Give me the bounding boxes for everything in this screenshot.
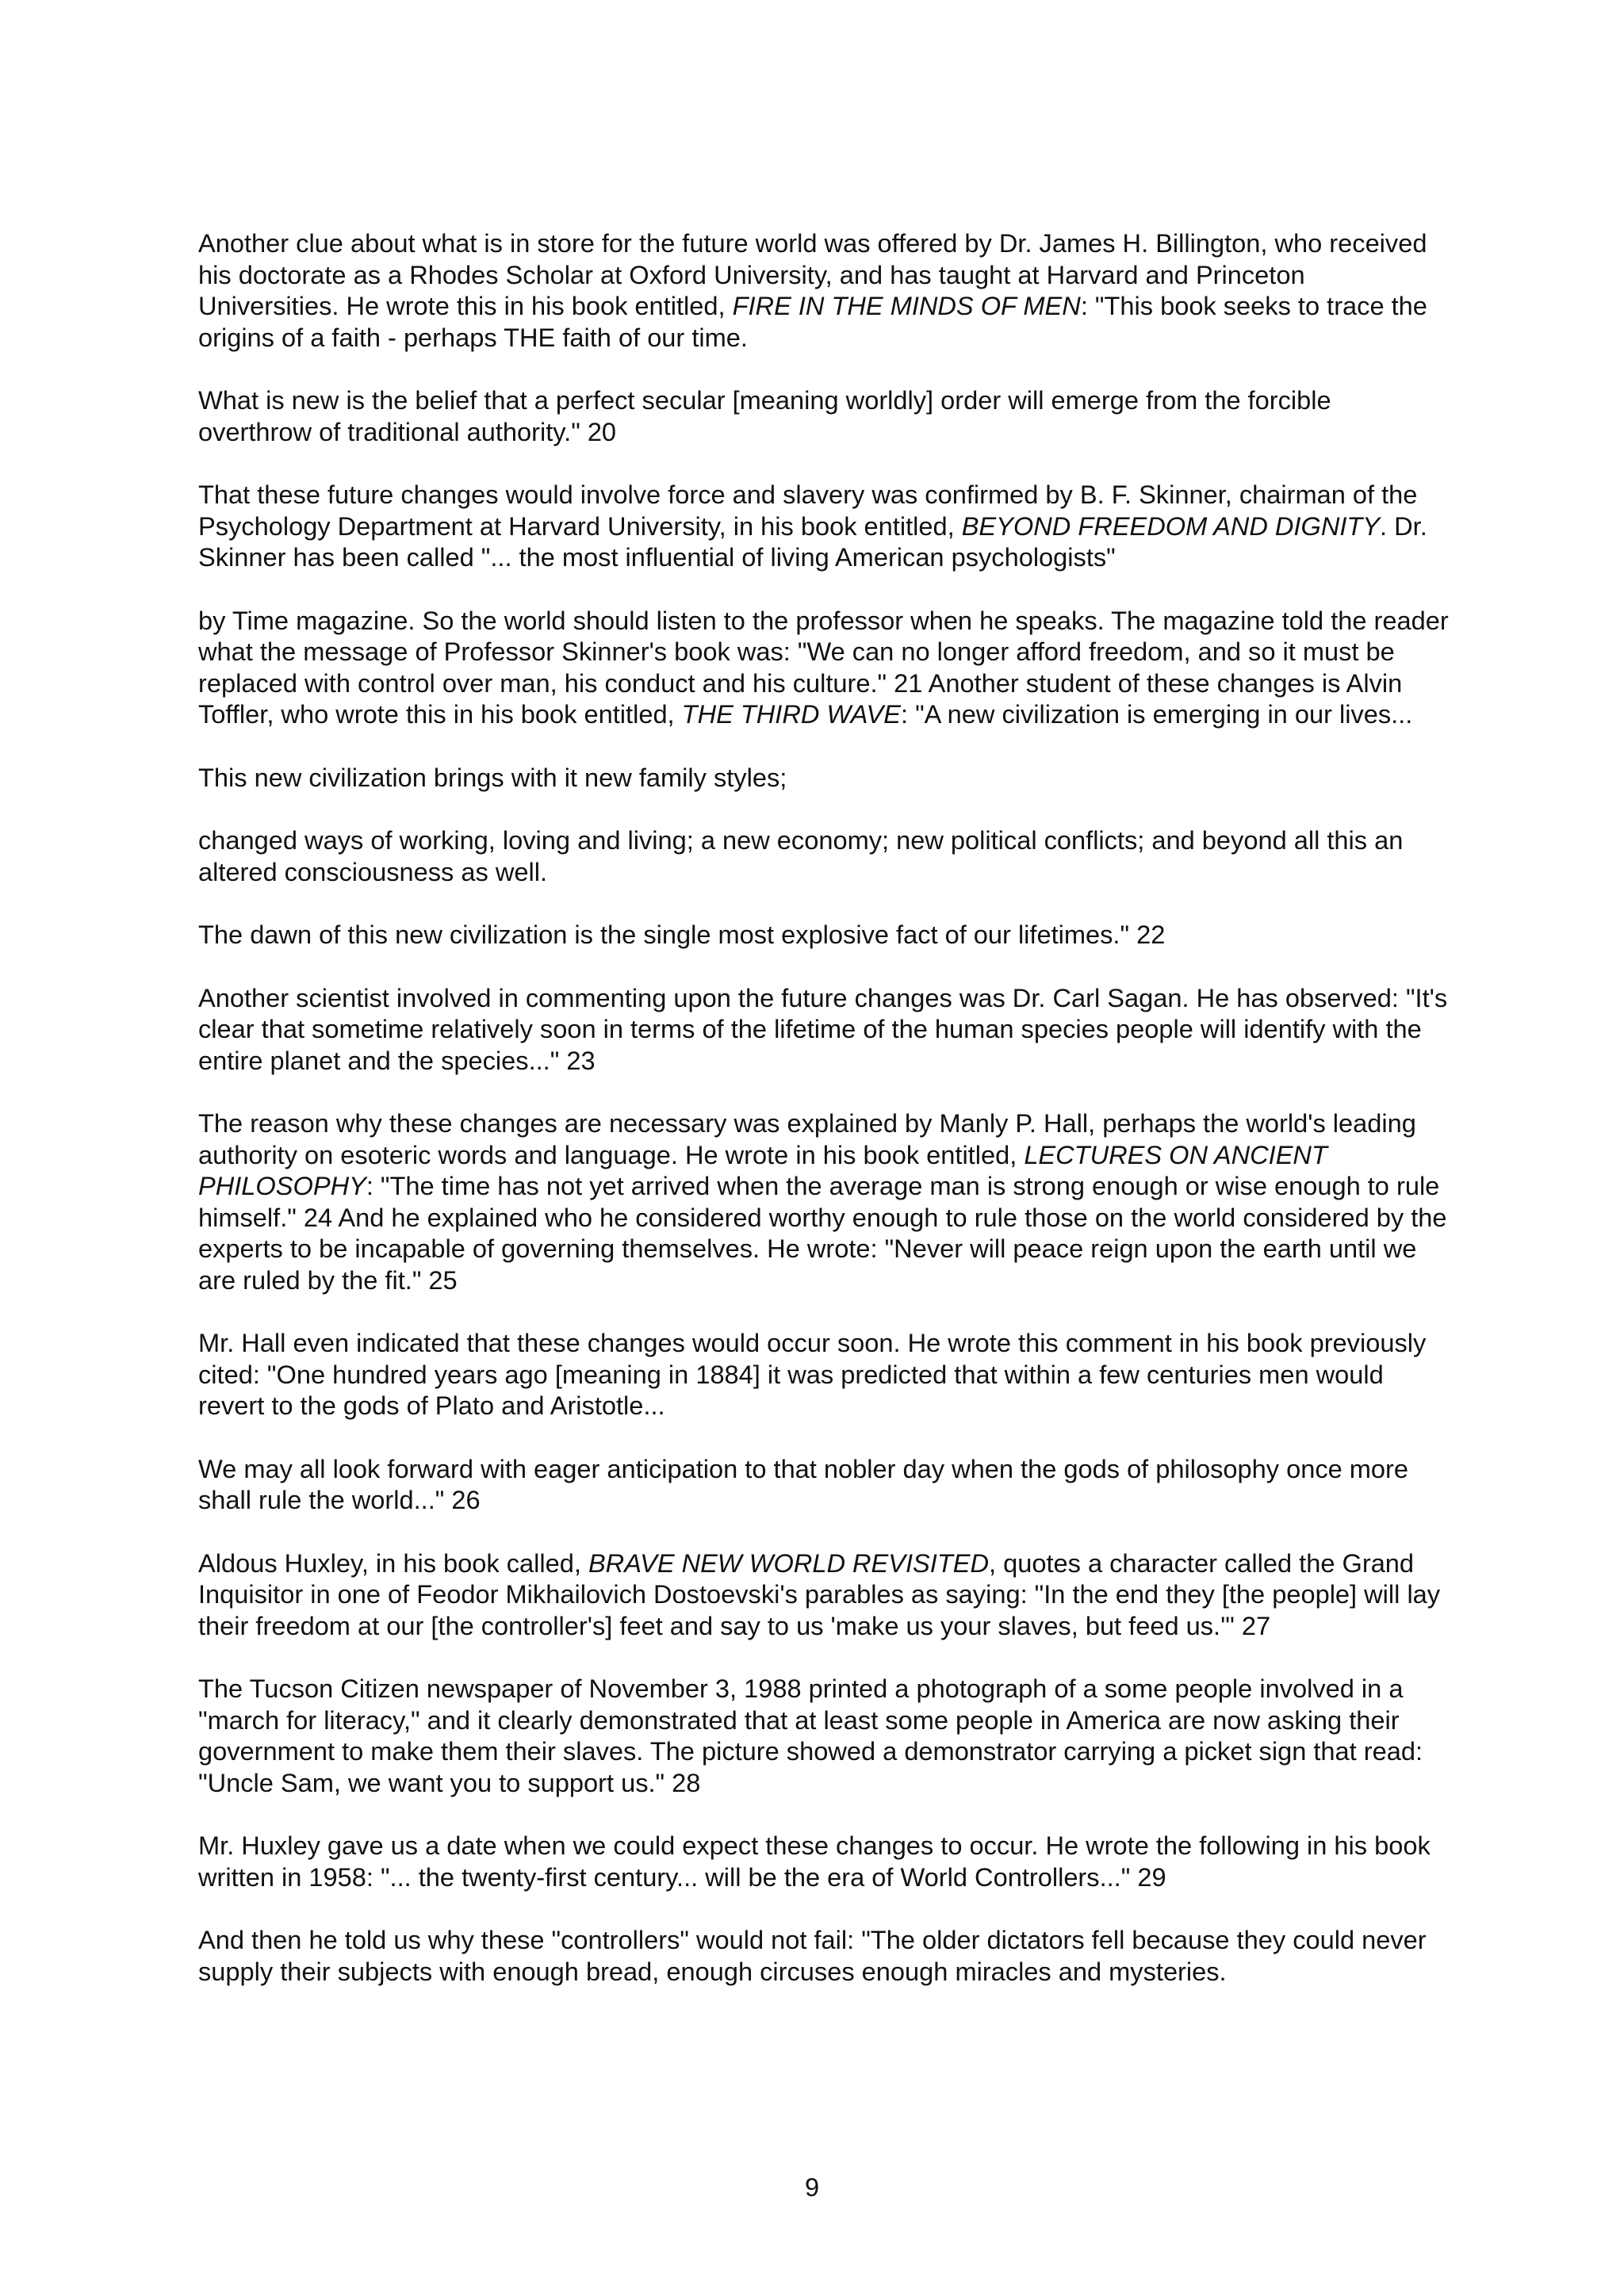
paragraph (198, 1108, 1451, 1295)
text-run: Mr. Hall even indicated that these changes would occur soon. He wrote this comment in his book previously cited: "One hundred years ago [meaning in 1884] it was predicted that within a few centuries men would revert to the gods of Plato and Aristotle... (198, 1328, 1427, 1420)
paragraph (198, 1924, 1451, 1987)
page-body (198, 228, 1451, 2019)
paragraph (198, 1673, 1451, 1798)
text-run: That these future changes would involve force and slavery was confirmed by B. F. Skinner, chairman of the Psychology Department at Harvard University, in his book entitled, (198, 480, 1418, 541)
text-run: This new civilization brings with it new family styles; (198, 762, 787, 792)
text-run: changed ways of working, loving and living; a new economy; new political conflicts; and beyond all this an altered consciousness as well. (198, 825, 1404, 886)
paragraph (198, 825, 1451, 887)
paragraph (198, 479, 1451, 573)
page-number: 9 (804, 2172, 820, 2202)
text-run: Aldous Huxley, in his book called, (198, 1548, 588, 1578)
text-run: We may all look forward with eager anticipation to that nobler day when the gods of philosophy once more shall rule the world..." 26 (198, 1453, 1409, 1514)
paragraph (198, 1830, 1451, 1892)
book-title: BRAVE NEW WORLD REVISITED (588, 1548, 989, 1578)
paragraph (198, 228, 1451, 353)
text-run: , quotes a character called the Grand Inquisitor in one of Feodor Mikhailovich Dostoevski's parables as saying: "In the end they [the people] will lay their freedom at our [the controller's] feet and say to us 'make us your slaves, but feed us.'" 27 (198, 1548, 1441, 1640)
text-run: Another scientist involved in commenting upon the future changes was Dr. Carl Sagan. He has observed: "It's clear that sometime relatively soon in terms of the lifetime of the human species people will identify with the entire planet and the species..." 23 (198, 982, 1448, 1075)
paragraph (198, 1327, 1451, 1422)
book-title: BEYOND FREEDOM AND DIGNITY (961, 511, 1381, 541)
book-title: LECTURES ON ANCIENT PHILOSOPHY (198, 1139, 1327, 1200)
book-title: THE THIRD WAVE (681, 699, 902, 729)
text-run: Another clue about what is in store for the future world was offered by Dr. James H. Billington, who received his doctorate as a Rhodes Scholar at Oxford University, and has taught at Harvard and Princeton Universities. He wrote this in his book entitled, (198, 228, 1427, 320)
text-run: : "This book seeks to trace the origins of a faith - perhaps THE faith of our time. (198, 291, 1427, 352)
paragraph (198, 1548, 1451, 1642)
text-run: . Dr. Skinner has been called "... the most influential of living American psychologists" (198, 511, 1427, 572)
text-run: by Time magazine. So the world should listen to the professor when he speaks. The magazine told the reader what the message of Professor Skinner's book was: "We can no longer afford freedom, and so it must be replaced with control over man, his conduct and his culture." 21 Another student of these changes is Alvin Toffler, who wrote this in his book entitled, (198, 605, 1449, 729)
text-run: Mr. Huxley gave us a date when we could expect these changes to occur. He wrote the following in his book written in 1958: "... the twenty-first century... will be the era of World Controllers..." 29 (198, 1831, 1431, 1892)
paragraph (198, 762, 1451, 794)
paragraph (198, 982, 1451, 1077)
paragraph (198, 385, 1451, 447)
text-run: : "The time has not yet arrived when the average man is strong enough or wise enough to rule himself." 24 And he explained who he considered worthy enough to rule those on the world considered by the experts to be incapable of governing themselves. He wrote: "Never will peace reign upon the earth until we are ruled by the fit." 25 (198, 1171, 1447, 1295)
text-run: : "A new civilization is emerging in our lives... (901, 699, 1413, 729)
text-run: The reason why these changes are necessary was explained by Manly P. Hall, perhaps the world's leading authority on esoteric words and language. He wrote in his book entitled, (198, 1108, 1416, 1169)
text-run: What is new is the belief that a perfect secular [meaning worldly] order will emerge from the forcible overthrow of traditional authority." 20 (198, 385, 1331, 446)
paragraph (198, 919, 1451, 951)
paragraph (198, 605, 1451, 730)
book-title: FIRE IN THE MINDS OF MEN (732, 291, 1081, 320)
text-run: The dawn of this new civilization is the single most explosive fact of our lifetimes." 22 (198, 920, 1166, 949)
text-run: The Tucson Citizen newspaper of November 3, 1988 printed a photograph of a some people involved in a "march for literacy," and it clearly demonstrated that at least some people in America are now asking their government to make them their slaves. The picture showed a demonstrator carrying a picket sign that read: "Uncle Sam, we want you to support us." 28 (198, 1674, 1423, 1797)
paragraph (198, 1453, 1451, 1516)
text-run: And then he told us why these "controllers" would not fail: "The older dictators fell because they could never supply their subjects with enough bread, enough circuses enough miracles and mysteries. (198, 1925, 1427, 1986)
